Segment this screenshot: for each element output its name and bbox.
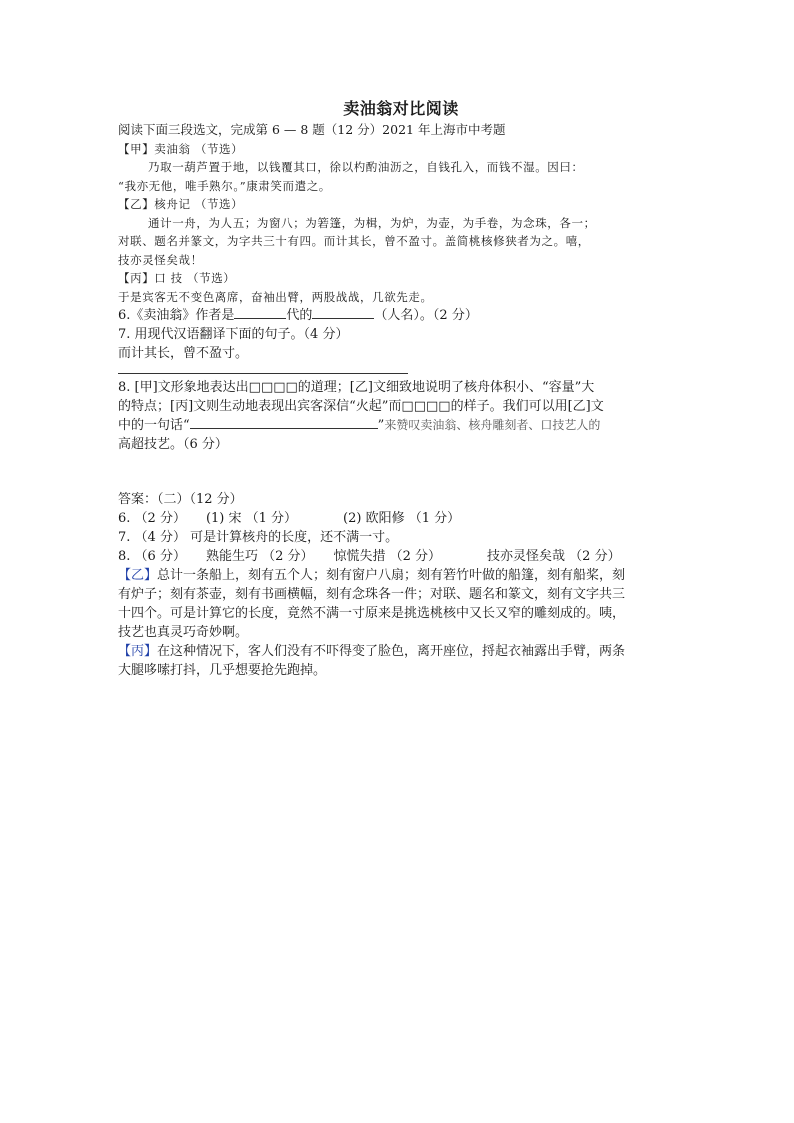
translation-b-line: 十四个。可是计算它的长度，竟然不满一寸原来是挑选桃核中又长又窄的雕刻成的。咦， <box>118 606 626 621</box>
passage-a-line: “我亦无他，唯手熟尔。”康肃笑而遣之。 <box>118 178 331 193</box>
question-6-text: （人名）。（2 分） <box>374 308 478 323</box>
question-7-sentence: 而计其长，曾不盈寸。 <box>118 346 249 361</box>
question-8-text: 中的一句话“ <box>118 418 190 433</box>
answer-8-part2: 惊慌失措 （2 分） <box>333 549 442 564</box>
passage-c-heading: 【丙】口 技 （节选） <box>118 271 236 285</box>
answer-line <box>118 373 408 374</box>
answer-blank <box>190 416 378 429</box>
passage-a-line: 乃取一葫芦置于地，以钱覆其口，徐以杓酌油沥之，自钱孔入，而钱不湿。因曰： <box>148 160 584 174</box>
answer-7: 7. （4 分） 可是计算核舟的长度，还不满一寸。 <box>118 530 399 545</box>
answer-6 <box>118 509 684 528</box>
answer-6-part2: (2) 欧阳修 （1 分） <box>343 511 461 526</box>
answers-header: 答案：（二）（12 分） <box>118 492 243 507</box>
passage-b-heading: 【乙】核舟记 （节选） <box>118 197 244 211</box>
answer-blank <box>234 306 286 319</box>
passage-b-line: 对联、题名并篆文，为字共三十有四。而计其长，曾不盈寸。盖简桃核修狭者为之。嘻， <box>118 234 590 248</box>
question-7-prompt: 7. 用现代汉语翻译下面的句子。（4 分） <box>118 327 349 342</box>
question-8-line: 的特点；[丙]文则生动地表现出宾客深信“火起”而□□□□的样子。我们可以用[乙]文 <box>118 399 604 414</box>
passage-c-line: 于是宾客无不变色离席，奋袖出臂，两股战战，几欲先走。 <box>118 289 433 304</box>
intro-text: 阅读下面三段选文，完成第 6 — 8 题（12 分）2021 年上海市中考题 <box>118 122 506 137</box>
question-8-line: 8. [甲]文形象地表达出□□□□的道理；[乙]文细致地说明了核舟体积小、“容量”大 <box>118 380 595 395</box>
question-8-line: 高超技艺。（6 分） <box>118 437 228 452</box>
translation-c-line <box>118 642 684 661</box>
question-8-line <box>118 416 684 435</box>
translation-c-text: 在这种情况下，客人们没有不吓得变了脸色，离开座位，捋起衣袖露出手臂，两条 <box>157 644 626 659</box>
passage-a-heading: 【甲】卖油翁 （节选） <box>118 141 244 156</box>
translation-b-line <box>118 566 684 585</box>
answer-8-part3: 技亦灵怪矣哉 （2 分） <box>487 549 621 564</box>
question-8-text: ” <box>377 418 385 433</box>
translation-c-line: 大腿哆嗦打抖，几乎想要抢先跑掉。 <box>118 663 327 678</box>
passage-b-line: 通计一舟，为人五；为窗八；为箬篷，为楫，为炉，为壶，为手卷，为念珠，各一； <box>148 215 596 230</box>
question-6-text: 6.《卖油翁》作者是 <box>118 308 235 323</box>
passage-b-line: 技亦灵怪矣哉！ <box>118 252 203 267</box>
question-6 <box>118 306 684 325</box>
answer-6-label: 6. （2 分） <box>118 511 186 526</box>
document-page <box>118 96 684 680</box>
answer-8-part1: 熟能生巧 （2 分） <box>205 549 314 564</box>
page-title: 卖油翁对比阅读 <box>343 99 459 118</box>
answer-8-label: 8. （6 分） <box>118 549 186 564</box>
translation-b-line: 有炉子；刻有茶壶，刻有书画横幅，刻有念珠各一件；对联、题名和篆文，刻有文字共三 <box>118 587 626 602</box>
answer-blank <box>312 306 374 319</box>
answer-6-part1: (1) 宋 （1 分） <box>205 511 298 526</box>
translation-c-tag: 【丙】 <box>118 644 158 659</box>
translation-b-tag: 【乙】 <box>118 568 158 583</box>
translation-b-line: 技艺也真灵巧奇妙啊。 <box>118 625 249 640</box>
question-6-text: 代的 <box>286 308 313 323</box>
answer-8 <box>118 547 684 566</box>
question-8-text: 来赞叹卖油翁、核舟雕刻者、口技艺人的 <box>384 418 601 432</box>
translation-b-text: 总计一条船上，刻有五个人；刻有窗户八扇；刻有箬竹叶做的船篷，刻有船桨，刻 <box>157 568 626 583</box>
